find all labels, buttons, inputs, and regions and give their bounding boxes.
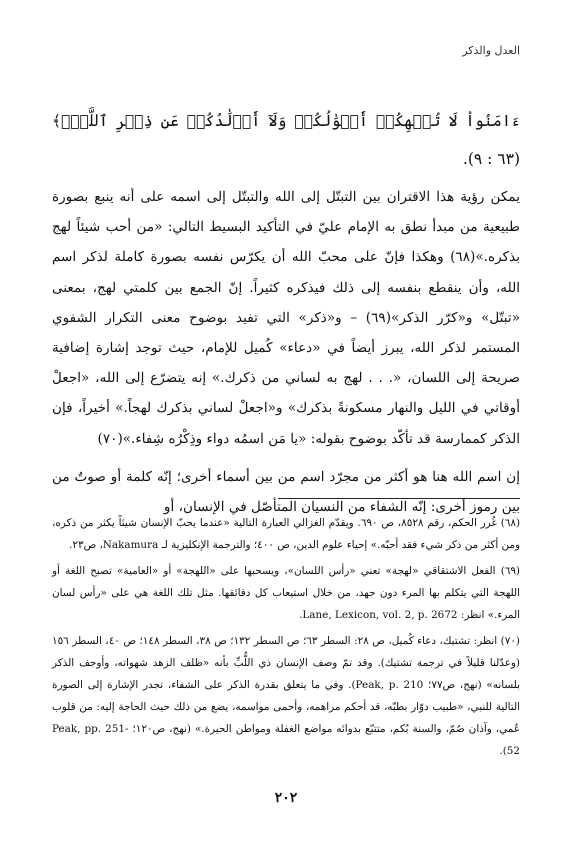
quran-verse-line: ءَامَنُواْ لَا تُلۡهِكُمۡ أَمۡوَٰلُكُمۡ وَلَآ أَوۡلَٰدُكُمۡ عَن ذِكۡرِ ٱللَّهِۚ﴾ (٦٣ : ٩). [52,112,520,168]
footnote-number: (٦٩) [500,565,520,577]
paragraph: يمكن رؤية هذا الاقتران بين التبتّل إلى الله والتبتّل إلى اسمه على أنه ينبع بصورة طبيعية من مبدأ نطق به الإمام عليّ في التأكيد البسيط التالي: «من أحب شيئاً لهج بذكره.»(٦٨) وهكذا فإنّ على محبّ الله أن يكرّس نفسه بصورة كاملة لذكر اسم الله، وأن ينقطع بنفسه إلى ذلك فيذكره كثيراً. إنّ الجمع بين كلمتي لهج، بمعنى «تبتّل» و«كرّر الذكر»(٦٩) – و«ذكر» التي تفيد بوضوح معنى التكرار الشفوي المستمر لذكر الله، يبرز أيضاً في «دعاء» كُميل للإمام، حيث توجد إشارة إضافية صريحة إلى اللسان، «. . . لهج به لساني من ذكرك.» إنه يتضرّع إلى الله، «اجعلْ أوقاتي في الليل والنهار مسكونةً بذكرك» و«اجعلْ لساني بذكرك لهجاً.» أخيراً، فإن الذكر كممارسة قد تأكّد بوضوح بقوله: «يا مَن اسمُه دواء وذِكْرُه شِفاء.»(٧٠) [52,189,521,447]
footnote-divider [278,498,520,499]
main-text [52,102,520,530]
footnote-number: (٦٨) [500,517,520,529]
footnote-text: انظر: تشتيك، دعاء كُميل، ص ٢٨: السطر ٦٣؛ ص السطر ١٣٢؛ ص ٣٨، السطر ١٤٨؛ ص ٤٠، السطر ١٥٦ (وعدّلنا قليلاً في ترجمة تشتيك). وقد تمّ وصف الإنسان ذي اللُّبِّ بأنه «ظلف الزهد شهواته، وأوجف الذكر بلسانه» (نهج، ص٧٧؛ Peak, p. 210). وفي ما يتعلق بقدرة الذكر على الشفاء، تجدر الإشارة إلى الصورة التالية للنبي، «طبيب دوّار بطبّه، قد أحكم مراهمه، وأحمى مواسمه، يضع من ذلك حيث الحاجة إليه: من قلوب عُمي، وآذان صُمّ، والسنة بُكم، متتبّع بدوائه مواضع الغفلة ومواطن الحيرة.» (نهج، ص١٢٠؛ Peak, pp. 251-52). [52,635,520,757]
footnote-text: غُرر الحكم، رقم ٨٥٢٨، ص ٦٩٠. ويقدّم الغزالي العبارة التالية «عندما يحبّ الإنسان شيئاً يكثر من ذكره، ومن أكثر من ذكر شيء فقد أحبّه.» إحياء علوم الدين، ص ٤٠٠؛ والترجمة الإنكليزية لـ Nakamura، ص٢٣. [52,517,520,551]
footnotes [52,512,520,766]
footnote [52,560,520,626]
paragraph: إن اسم الله هنا هو أكثر من مجرّد اسم من بين أسماء أخرى؛ إنّه كلمة أو صوتٌ من بين رموز أخرى: إنّه الشفاء من النسيان المتأصّل في الإنسان، أو [52,468,520,516]
footnote [52,512,520,556]
footnote-number: (٧٠) [500,635,520,647]
footnote-text: الفعل الاشتقاقي «لهجة» تعني «رأس اللسان»، ويسحبها على «اللهجة» أو «العامية» تصبح اللغة أو اللهجة التي يتكلم بها المرء دون جهد، من خلال استيعاب كل دقائقها. مثل تلك اللغة هي على «رأس لسان المرء.» انظر: Lane, Lexicon, vol. 2, p. 2672. [52,565,520,621]
footnote [52,630,520,762]
page-number: ٢٠٢ [274,790,298,806]
running-head: العدل والذكر [462,44,520,57]
